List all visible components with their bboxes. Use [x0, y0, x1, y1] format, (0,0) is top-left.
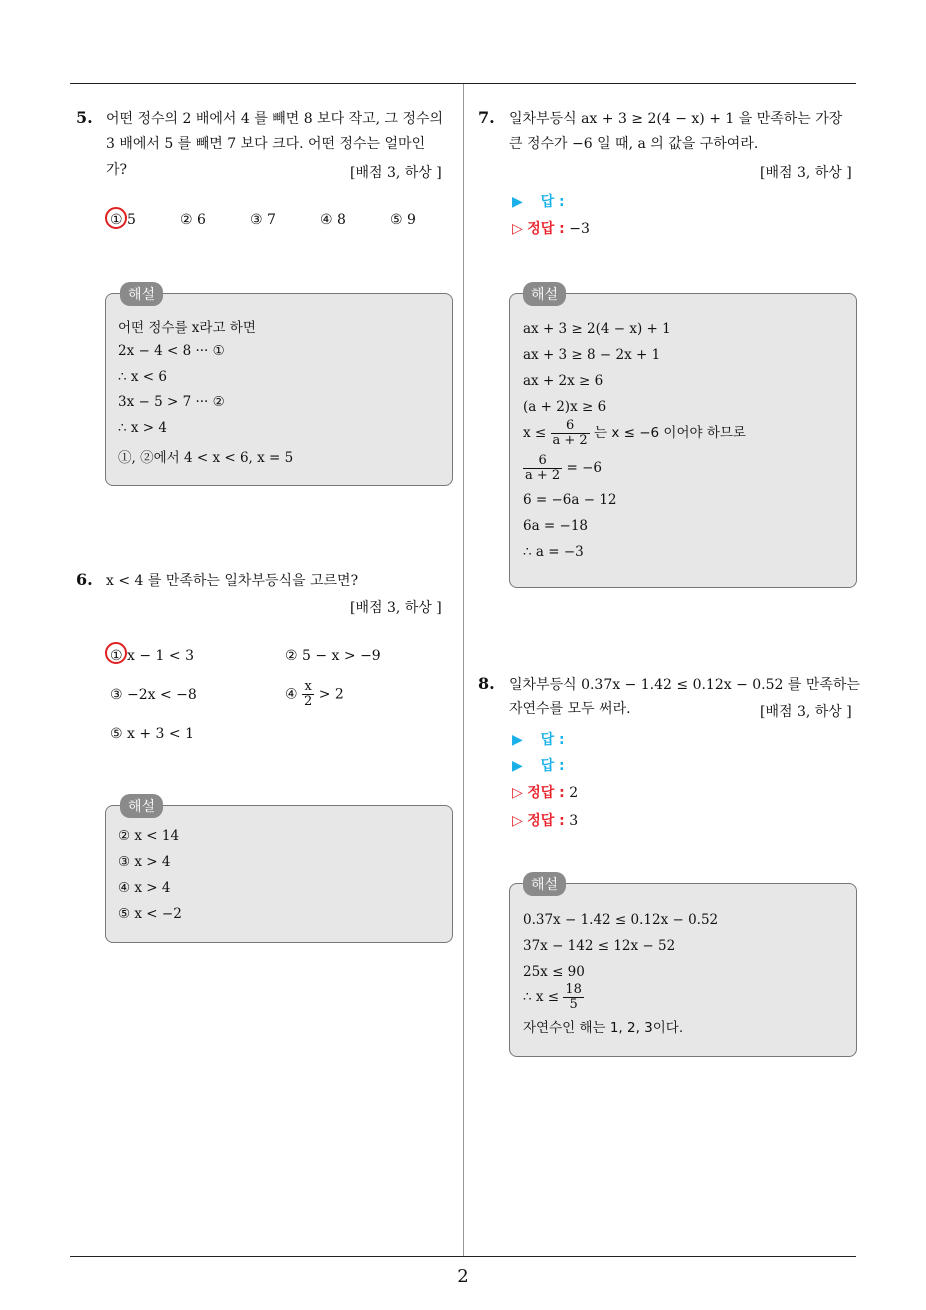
q6-solution-tag: 해설	[120, 794, 163, 818]
q6-choice-2[interactable]: ② 5 − x > −9	[285, 648, 381, 664]
q5-sol-line: ∴ x < 6	[118, 369, 167, 385]
q5-sol-line: 어떤 정수를 x라고 하면	[118, 320, 256, 336]
q5-choice-3[interactable]: ③ 7	[250, 212, 276, 228]
q7-correct-label: 정답 :	[527, 221, 565, 237]
q5-sol-line: ∴ x > 4	[118, 420, 167, 436]
q6-number: 6.	[76, 570, 93, 589]
open-triangle-icon: ▷	[512, 221, 523, 237]
q8-score: [배점 3, 하상 ]	[760, 704, 852, 720]
q6-solution-box	[105, 805, 453, 943]
q5-choice-1[interactable]: ① 5	[110, 212, 136, 228]
q7-number: 7.	[478, 108, 495, 127]
q6-choice-1[interactable]: ① x − 1 < 3	[110, 648, 194, 664]
q8-answer-row-2: ▶ 답 :	[512, 758, 565, 774]
q6-choice-5[interactable]: ⑤ x + 3 < 1	[110, 726, 194, 742]
q5-number: 5.	[76, 108, 93, 127]
q7-correct-row	[512, 218, 590, 238]
q7-sol-line: ax + 2x ≥ 6	[523, 373, 604, 389]
q7-sol-line: 6 = −6a − 12	[523, 492, 617, 508]
q6-text: x < 4 를 만족하는 일차부등식을 고르면?	[106, 573, 359, 589]
q5-score: [배점 3, 하상 ]	[350, 165, 442, 181]
q7-sol-line-frac1: x ≤ $\frac{6}{a + 2}$ 는 x ≤ −6 이어야 하므로	[523, 418, 746, 448]
q6-choice-4-fraction: $\frac{x}{2}$	[304, 679, 313, 709]
q7-solution-tag: 해설	[523, 282, 566, 306]
q8-sol-line-frac: ∴ x ≤ $\frac{18}{5}$	[523, 982, 582, 1012]
q5-solution-tag: 해설	[120, 282, 163, 306]
q8-sol-line: 37x − 142 ≤ 12x − 52	[523, 938, 676, 954]
bottom-rule	[70, 1256, 856, 1257]
filled-triangle-icon: ▶	[512, 758, 523, 774]
q8-correct-row-2: ▷ 정답 : 3	[512, 813, 579, 829]
q5-choice-2[interactable]: ② 6	[180, 212, 206, 228]
filled-triangle-icon: ▶	[512, 732, 523, 748]
q5-choice-4[interactable]: ④ 8	[320, 212, 346, 228]
q7-sol-line: 6a = −18	[523, 518, 589, 534]
q6-score: [배점 3, 하상 ]	[350, 600, 442, 616]
open-triangle-icon: ▷	[512, 785, 523, 801]
q8-sol-line: 자연수인 해는 1, 2, 3이다.	[523, 1020, 684, 1036]
q7-sol-line-frac2: $\frac{6}{a + 2}$ = −6	[525, 453, 602, 483]
q7-correct-value: −3	[569, 221, 590, 237]
q7-answer-row	[512, 191, 565, 211]
q6-choice-4[interactable]	[285, 680, 344, 709]
q7-score: [배점 3, 하상 ]	[760, 165, 852, 181]
q7-sol-line: ∴ a = −3	[523, 544, 584, 560]
open-triangle-icon: ▷	[512, 813, 523, 829]
filled-triangle-icon: ▶	[512, 194, 523, 210]
column-divider	[463, 84, 464, 1256]
q6-sol-line: ② x < 14	[118, 828, 180, 844]
q5-text-line2: 3 배에서 5 를 빼면 7 보다 크다. 어떤 정수는 얼마인	[106, 136, 426, 152]
q8-sol-line: 25x ≤ 90	[523, 964, 585, 980]
q5-text-line1: 어떤 정수의 2 배에서 4 를 빼면 8 보다 작고, 그 정수의	[106, 111, 444, 127]
q8-text-line1: 일차부등식 0.37x − 1.42 ≤ 0.12x − 0.52 를 만족하는	[509, 677, 860, 693]
q7-text-line2: 큰 정수가 −6 일 때, a 의 값을 구하여라.	[509, 136, 759, 152]
q5-sol-line: 2x − 4 < 8 ··· ①	[118, 343, 225, 359]
page-number: 2	[457, 1266, 469, 1287]
q8-solution-tag: 해설	[523, 872, 566, 896]
q5-choice-5[interactable]: ⑤ 9	[390, 212, 416, 228]
q5-text-line3: 가?	[106, 162, 128, 178]
q8-number: 8.	[478, 674, 495, 693]
q7-text-line1: 일차부등식 ax + 3 ≥ 2(4 − x) + 1 을 만족하는 가장	[509, 111, 843, 127]
q8-text-line2: 자연수를 모두 써라.	[509, 701, 631, 717]
q6-choice-4-rest: > 2	[318, 686, 344, 703]
q7-sol-line: ax + 3 ≥ 8 − 2x + 1	[523, 347, 661, 363]
q7-sol-line: (a + 2)x ≥ 6	[523, 399, 607, 415]
q6-sol-line: ④ x > 4	[118, 880, 171, 896]
q8-answer-row-1: ▶ 답 :	[512, 732, 565, 748]
q8-sol-line: 0.37x − 1.42 ≤ 0.12x − 0.52	[523, 912, 719, 928]
q5-sol-line: 3x − 5 > 7 ··· ②	[118, 394, 225, 410]
q7-sol-line: ax + 3 ≥ 2(4 − x) + 1	[523, 321, 671, 337]
q5-sol-line: ①, ②에서 4 < x < 6, x = 5	[118, 450, 294, 466]
q6-choice-4-num: ④	[285, 686, 298, 703]
q7-answer-label: 답 :	[540, 194, 565, 210]
q6-sol-line: ⑤ x < −2	[118, 906, 182, 922]
q8-correct-row-1: ▷ 정답 : 2	[512, 785, 579, 801]
q6-choice-3[interactable]: ③ −2x < −8	[110, 687, 197, 703]
q6-sol-line: ③ x > 4	[118, 854, 171, 870]
